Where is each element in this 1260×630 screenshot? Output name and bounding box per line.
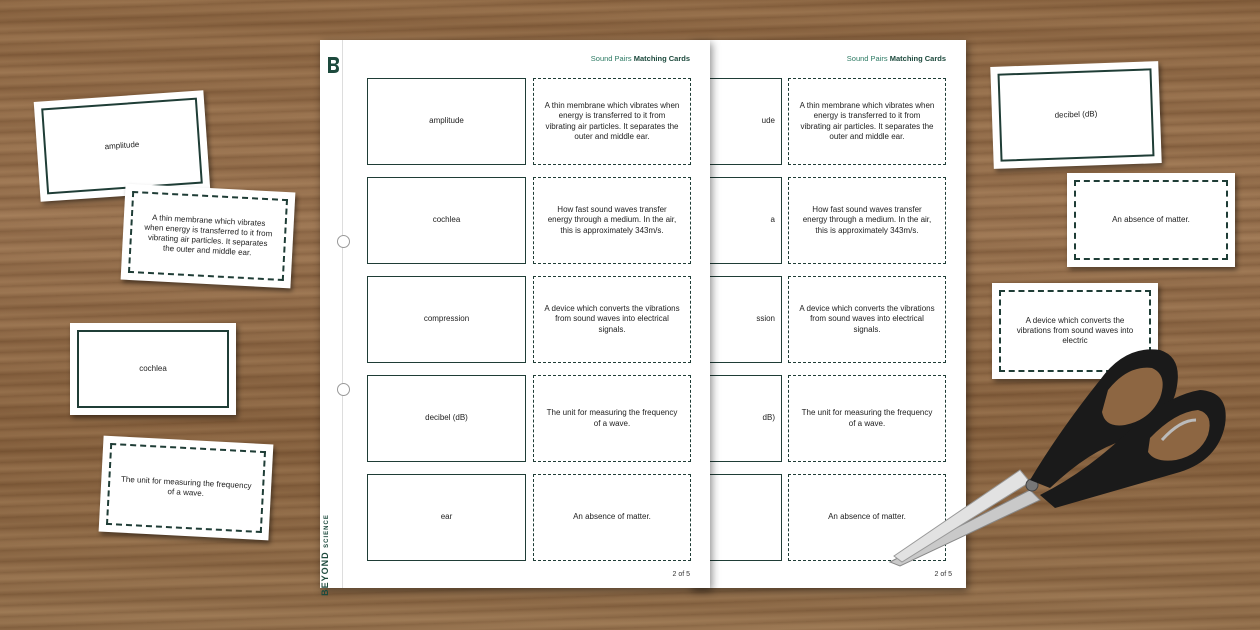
loose-card-amplitude [34, 90, 211, 202]
term-cell-amplitude: amplitude [367, 78, 526, 165]
loose-card-membrane [121, 184, 296, 289]
definition-cell: The unit for measuring the frequency of a wave. [788, 375, 946, 462]
sheet-title: Sound Pairs Matching Cards [590, 54, 690, 63]
sheet-title: Sound Pairs Matching Cards [846, 54, 946, 63]
term-cell-compression: compression [367, 276, 526, 363]
loose-card-unit [99, 436, 274, 541]
beyond-logo-icon [326, 56, 340, 74]
term-cell: ssion [690, 276, 782, 363]
punch-hole [337, 383, 350, 396]
loose-card-text: A thin membrane which vibrates when energy is transferred to it from vibrating air particles. It separates the outer and middle ear. [128, 191, 288, 281]
term-cell-cochlea: cochlea [367, 177, 526, 264]
term-cell-decibel: decibel (dB) [367, 375, 526, 462]
binding-strip [320, 40, 343, 588]
loose-card-absence [1067, 173, 1235, 267]
term-cell: dB) [690, 375, 782, 462]
scissors-icon [880, 320, 1240, 570]
definition-cell: How fast sound waves transfer energy through a medium. In the air, this is approximately 343m/s. [533, 177, 691, 264]
punch-hole [337, 235, 350, 248]
definition-cell: A thin membrane which vibrates when energy is transferred to it from vibrating air particles. It separates the outer and middle ear. [788, 78, 946, 165]
loose-card-text: A device which converts the vibrations from sound waves into electric [999, 290, 1151, 372]
definition-cell: A thin membrane which vibrates when energy is transferred to it from vibrating air particles. It separates the outer and middle ear. [533, 78, 691, 165]
definition-cell: A device which converts the vibrations from sound waves into electrical signals. [788, 276, 946, 363]
loose-card-cochlea [70, 323, 236, 415]
loose-card-text: An absence of matter. [1074, 180, 1228, 260]
loose-card-decibel [990, 61, 1161, 169]
brand-name: BEYOND SCIENCE [319, 514, 330, 596]
loose-card-text: cochlea [77, 330, 229, 408]
loose-card-text: The unit for measuring the frequency of a wave. [106, 443, 266, 533]
loose-card-text: decibel (dB) [998, 68, 1155, 161]
term-cell-ear: ear [367, 474, 526, 561]
loose-card-text: amplitude [41, 98, 203, 195]
term-cell: a [690, 177, 782, 264]
page-number: 2 of 5 [934, 571, 952, 578]
worksheet-front [319, 40, 710, 596]
term-cell: ude [690, 78, 782, 165]
definition-cell: An absence of matter. [533, 474, 691, 561]
definition-cell: How fast sound waves transfer energy through a medium. In the air, this is approximately 343m/s. [788, 177, 946, 264]
definition-cell: The unit for measuring the frequency of a wave. [533, 375, 691, 462]
page-number: 2 of 5 [672, 571, 690, 578]
definition-cell: An absence of matter. [788, 474, 946, 561]
definition-cell: A device which converts the vibrations from sound waves into electrical signals. [533, 276, 691, 363]
